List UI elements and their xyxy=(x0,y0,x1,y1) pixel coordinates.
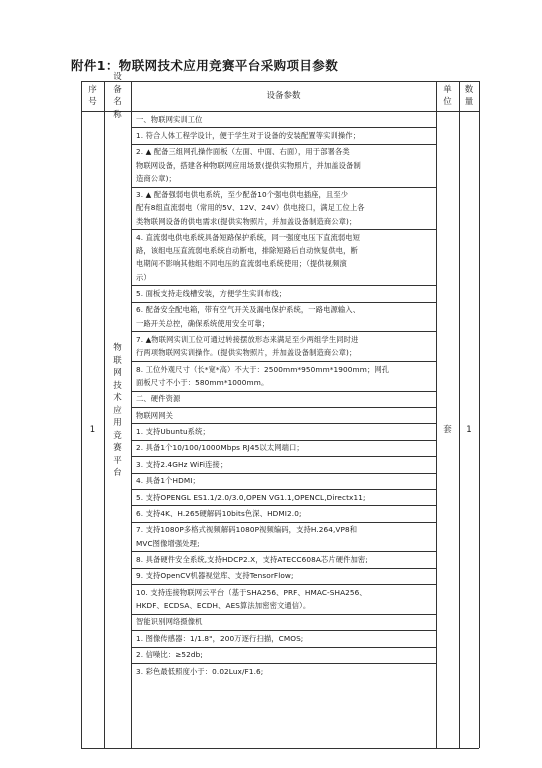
row-unit: 套 xyxy=(443,424,452,435)
param-line: 5. 支持OPENGL ES1.1/2.0/3.0,OPEN VG1.1,OPENCL,Directx11; xyxy=(136,492,366,502)
param-row xyxy=(136,231,360,284)
header-unit: 单位 xyxy=(443,84,452,107)
header-seq: 序号 xyxy=(88,84,97,107)
param-row xyxy=(136,287,286,300)
header-name: 设备名称 xyxy=(113,72,122,120)
param-row xyxy=(136,615,203,628)
param-line: HKDF、ECDSA、ECDH、AES算法加密密文通信）。 xyxy=(136,600,311,610)
table-border-top xyxy=(81,81,479,82)
param-line: 9. 支持OpenCV机器视觉库、支持TensorFlow; xyxy=(136,571,294,581)
param-row xyxy=(136,363,389,389)
param-row xyxy=(136,303,360,329)
param-line: 物联网网关 xyxy=(136,410,173,420)
param-line: 配有8组直流弱电（常用的5V、12V、24V）供电接口，满足工位上各 xyxy=(136,203,365,213)
param-line: 6. 配备安全配电箱，带有空气开关及漏电保护系统，一路电源输入、 xyxy=(136,305,361,315)
param-row xyxy=(136,145,361,185)
param-line: 示） xyxy=(136,272,151,282)
param-row xyxy=(136,507,302,520)
param-line: 2. ▲ 配备三组网孔操作面板（左面、中面、右面），用于部署各类 xyxy=(136,147,350,157)
param-row xyxy=(136,333,358,359)
param-line: 二、硬件资源 xyxy=(136,394,181,404)
param-line: 3. 彩色最低照度小于：0.02Lux/F1.6; xyxy=(136,666,264,676)
param-row xyxy=(136,569,294,582)
table-border-right xyxy=(479,81,480,748)
param-line: 1. 支持Ubuntu系统； xyxy=(136,426,210,436)
param-row xyxy=(136,491,366,504)
param-line: 4. 具备1个HDMI； xyxy=(136,476,200,486)
param-line: 路，该组电压直流弱电系统自动断电，排除短路后自动恢复供电，断 xyxy=(136,246,358,256)
param-row xyxy=(136,392,180,405)
param-line: 面板尺寸不小于：580mm*1000mm。 xyxy=(136,377,269,387)
column-divider xyxy=(104,81,105,748)
param-row xyxy=(136,632,303,645)
param-line: 2. 具备1个10/100/1000Mbps RJ45以太网端口； xyxy=(136,443,304,453)
param-line: 类物联网设备的供电需求(提供实物照片，并加盖设备制造商公章)； xyxy=(136,216,357,226)
param-row-divider xyxy=(131,505,436,506)
param-row-divider xyxy=(131,229,436,230)
param-row xyxy=(136,425,210,438)
param-row-divider xyxy=(131,551,436,552)
param-line: 一、物联网实训工位 xyxy=(136,114,203,124)
param-row xyxy=(136,113,203,126)
param-line: 8. 具备硬件安全系统,支持HDCP2.X，支持ATECC608A芯片硬件加密; xyxy=(136,554,368,564)
column-divider xyxy=(436,81,437,748)
param-line: 物联网设备，搭建各种物联网应用场景(提供实物照片，并加盖设备制 xyxy=(136,160,361,170)
param-line: 3. ▲ 配备强弱电供电系统，至少配备10个强电供电插座，且至少 xyxy=(136,190,349,200)
param-row-divider xyxy=(131,285,436,286)
header-params: 设备参数 xyxy=(266,91,301,101)
param-line: 6. 支持4K、H.265硬解码10bits色深、HDMI2.0; xyxy=(136,508,302,518)
row-device-name: 物联网技术应用竞赛平台 xyxy=(113,343,122,479)
param-line: 行两项物联网实训操作。(提供实物照片，并加盖设备制造商公章)； xyxy=(136,348,357,358)
param-row-divider xyxy=(131,127,436,128)
param-line: 3. 支持2.4GHz WiFi连接； xyxy=(136,459,228,469)
param-row xyxy=(136,553,368,566)
table-border-left xyxy=(81,81,82,748)
param-line: 5. 面板支持走线槽安装，方便学生实训布线； xyxy=(136,288,287,298)
row-qty: 1 xyxy=(466,424,472,435)
header-qty: 数量 xyxy=(464,84,474,107)
param-line: 1. 图像传感器：1/1.8"，200万逐行扫描，CMOS; xyxy=(136,633,304,643)
param-row-divider xyxy=(131,423,436,424)
param-row xyxy=(136,129,360,142)
param-row-divider xyxy=(131,331,436,332)
param-line: 1. 符合人体工程学设计，便于学生对于设备的安装配置等实训操作； xyxy=(136,130,361,140)
param-row-divider xyxy=(131,407,436,408)
param-line: 8. 工位外观尺寸（长*宽*高）不大于：2500mm*950mm*1900mm；网孔 xyxy=(136,364,390,374)
param-row xyxy=(136,441,304,454)
param-row xyxy=(136,586,367,612)
param-row xyxy=(136,665,263,678)
param-row xyxy=(136,523,357,549)
param-row xyxy=(136,648,203,661)
param-line: 2. 信噪比：≥52db; xyxy=(136,650,203,660)
param-line: 4. 直流弱电供电系统具备短路保护系统，同一强度电压下直流弱电短 xyxy=(136,232,361,242)
param-line: 一路开关总控，确保系统使用安全可靠； xyxy=(136,318,270,328)
param-line: 电期间不影响其他组不同电压的直流弱电系统使用；（提供视频演 xyxy=(136,259,347,269)
param-line: 10. 支持连接物联网云平台（基于SHA256、PRF、HMAC-SHA256、 xyxy=(136,587,367,597)
param-row xyxy=(136,409,173,422)
param-line: 7. ▲物联网实训工位可通过转接摆放形态来满足至少两组学生同时进 xyxy=(136,334,359,344)
page-title: 附件1：物联网技术应用竞赛平台采购项目参数 xyxy=(71,58,339,73)
table-border-bottom xyxy=(81,748,479,749)
param-line: 造商公章)； xyxy=(136,173,176,183)
param-row xyxy=(136,458,227,471)
param-row xyxy=(136,188,365,228)
param-line: 智能识别网络摄像机 xyxy=(136,617,203,627)
row-seq: 1 xyxy=(89,424,96,435)
param-row xyxy=(136,474,200,487)
param-line: 7. 支持1080P多格式视频解码1080P视频编码，支持H.264,VP8和 xyxy=(136,525,358,535)
param-line: MVC图像增强处理; xyxy=(136,538,200,548)
column-divider xyxy=(459,81,460,748)
